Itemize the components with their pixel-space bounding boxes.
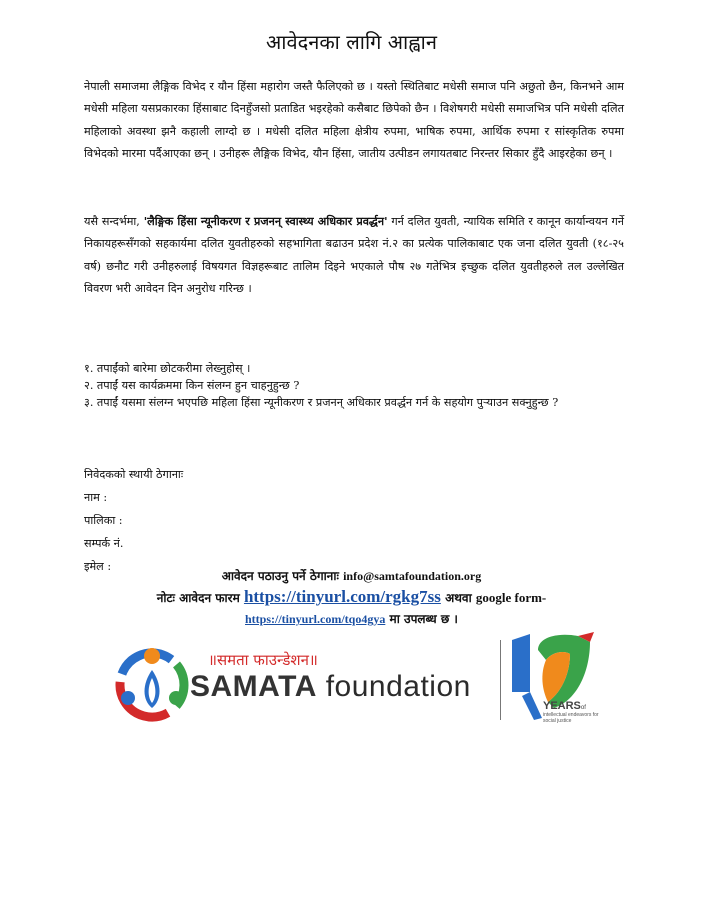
years-word: YEARS <box>543 700 581 712</box>
samata-wordmark-rest: foundation <box>316 670 471 703</box>
address-heading: निवेदकको स्थायी ठेगानाः <box>84 468 184 481</box>
form-note-or: अथवा <box>445 591 472 605</box>
send-address <box>0 567 703 584</box>
samata-emblem-icon <box>112 640 192 730</box>
samata-logo <box>112 640 482 730</box>
form-link-primary[interactable]: https://tinyurl.com/rgkg7ss <box>243 587 441 606</box>
form-link-google[interactable]: https://tinyurl.com/tqo4gya <box>245 612 386 626</box>
form-note-label: नोटः आवेदन फारम <box>156 591 240 605</box>
years-of: of <box>580 705 586 711</box>
logo-divider <box>500 640 501 720</box>
google-form-label: google form- <box>475 590 547 605</box>
program-title: 'लैङ्गिक हिंसा न्यूनीकरण र प्रजनन् स्वास्थ्य अधिकार प्रवर्द्धन' <box>143 214 388 228</box>
email-field-label: इमेल : <box>84 560 112 573</box>
send-address-label: आवेदन पठाउनु पर्ने ठेगानाः <box>221 569 339 583</box>
applicant-details <box>84 463 183 578</box>
question-item: १. तपाईंको बारेमा छोटकरीमा लेख्नुहोस् । <box>84 362 251 375</box>
anniversary-subtitle: intellectual endeavors for social justice <box>543 712 599 724</box>
name-field-label: नाम : <box>84 491 108 504</box>
palika-field-label: पालिका : <box>84 514 123 527</box>
contact-email-link[interactable]: info@samtafoundation.org <box>343 569 482 583</box>
question-item: ३. तपाईं यसमा संलग्न भएपछि महिला हिंसा न्यूनीकरण र प्रजनन् अधिकार प्रवर्द्धन गर्न के सहयोग पुऱ्याउन सक्नुहुन्छ ? <box>84 396 559 409</box>
samata-tagline: ॥समता फाउन्डेशन॥ <box>208 651 318 669</box>
samata-wordmark-bold: SAMATA <box>190 670 317 703</box>
question-list <box>84 360 624 411</box>
context-paragraph-start: यसै सन्दर्भमा, <box>84 215 144 228</box>
context-paragraph <box>84 210 624 301</box>
years-label <box>543 700 586 712</box>
form-note-line2 <box>0 610 703 627</box>
contact-field-label: सम्पर्क नं. <box>84 537 124 550</box>
context-paragraph-rest: गर्न दलित युवती, न्यायिक समिति र कानून कार्यान्वयन गर्ने निकायहरूसँगको सहकार्यमा दलित युवतीहरुको सहभागिता बढाउन प्रदेश नं.२ का प्रत्येक पालिकाबाट एक जना दलित युवती (१८-२५ वर्ष) छनौट गरी उनीहरुलाई विषयगत विज्ञहरूबाट तालिम दिइने भएकाले पौष २७ गतेभित्र इच्छुक दलित युवतीहरुले तल उल्लेखित विवरण भरी आवेदन दिन अनुरोध गरिन्छ । <box>84 215 625 296</box>
form-note <box>0 587 703 607</box>
samata-wordmark <box>190 670 471 704</box>
question-item: २. तपाईं यस कार्यक्रममा किन संलग्न हुन चाहनुहुन्छ ? <box>84 379 300 392</box>
form-note-suffix: मा उपलब्ध छ । <box>389 612 458 626</box>
intro-paragraph: नेपाली समाजमा लैङ्गिक विभेद र यौन हिंसा महारोग जस्तै फैलिएको छ । यस्तो स्थितिबाट मधेसी समाज पनि अछुतो छैन, किनभने आम मधेसी महिला यसप्रकारका हिंसाबाट दिनहुँजसो प्रताडित भइरहेको कसैबाट छिपेको छैन । विशेषगरी मधेसी समाजभित्र पनि मधेसी दलित महिलाको अवस्था झनै कहाली लाग्दो छ । मधेसी दलित महिला क्षेत्रीय रुपमा, भाषिक रुपमा, आर्थिक रुपमा र सांस्कृतिक रुपमा विभेदको मारमा पर्दैआएका छन् । उनीहरू लैङ्गिक विभेद, यौन हिंसा, जातीय उत्पीडन लगायतबाट निरन्तर सिकार हुँदै आइरहेका छन् । <box>84 80 624 161</box>
document-title: आवेदनका लागि आह्वान <box>266 30 437 54</box>
